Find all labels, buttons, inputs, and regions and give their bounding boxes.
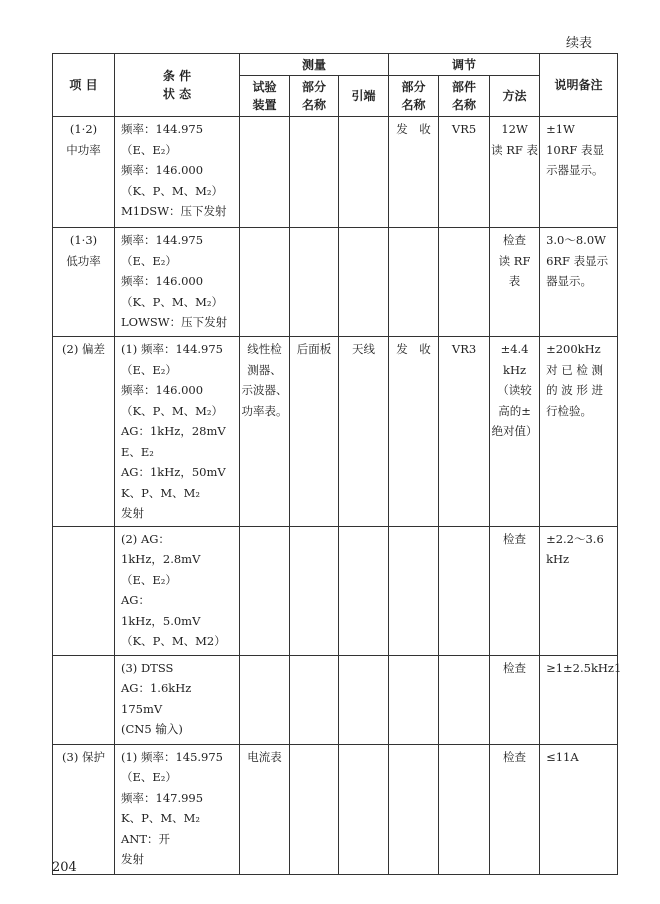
cell-conditions: 频率：144.975 （E、E₂） 频率：146.000 （K、P、M、M₂） LOWSW：压下发射 <box>115 228 240 337</box>
header-part-name: 部分 名称 <box>290 76 339 117</box>
header-test-device: 试验 装置 <box>240 76 290 117</box>
header-notes: 说明备注 <box>540 54 618 117</box>
cell-notes: ±2.2～3.6 kHz <box>540 526 618 655</box>
cell-adj-component: VR3 <box>439 337 490 527</box>
cell-item <box>53 526 115 655</box>
cell-conditions: (2) AG： 1kHz，2.8mV （E、E₂） AG： 1kHz，5.0mV （K、P、M、M2） <box>115 526 240 655</box>
cell-test-device: 电流表 <box>240 744 290 874</box>
cell-part-name <box>290 744 339 874</box>
cell-item: (1·3) 低功率 <box>53 228 115 337</box>
cell-method: 12W 读 RF 表 <box>490 117 540 228</box>
table-row <box>53 337 618 527</box>
cell-test-device <box>240 526 290 655</box>
cell-adj-part <box>389 744 439 874</box>
cell-part-name <box>290 526 339 655</box>
cell-lead <box>339 526 389 655</box>
cell-lead <box>339 228 389 337</box>
cell-lead: 天线 <box>339 337 389 527</box>
cell-adj-component: VR5 <box>439 117 490 228</box>
cell-lead <box>339 744 389 874</box>
cell-adj-component <box>439 526 490 655</box>
cell-part-name: 后面板 <box>290 337 339 527</box>
cell-adj-part <box>389 655 439 744</box>
header-adjust: 调节 <box>389 54 540 76</box>
cell-adj-component <box>439 744 490 874</box>
cell-item: (1·2) 中功率 <box>53 117 115 228</box>
cell-notes: ±1W 10RF 表显 示器显示。 <box>540 117 618 228</box>
cell-adj-part: 发 收 <box>389 337 439 527</box>
page-number: 204 <box>52 860 77 875</box>
header-item: 项 目 <box>53 54 115 117</box>
cell-adj-part <box>389 228 439 337</box>
cell-part-name <box>290 655 339 744</box>
cell-part-name <box>290 228 339 337</box>
cell-item <box>53 655 115 744</box>
table-row <box>53 117 618 228</box>
cell-adj-component <box>439 655 490 744</box>
header-measure: 测量 <box>240 54 389 76</box>
cell-lead <box>339 655 389 744</box>
cell-method: ±4.4 kHz （读较 高的± 绝对值） <box>490 337 540 527</box>
cell-part-name <box>290 117 339 228</box>
cell-conditions: (3) DTSS AG：1.6kHz 175mV (CN5 输入) <box>115 655 240 744</box>
cell-item: (2) 偏差 <box>53 337 115 527</box>
cell-method: 检查 <box>490 655 540 744</box>
header-lead: 引端 <box>339 76 389 117</box>
cell-test-device <box>240 228 290 337</box>
cell-method: 检查 <box>490 526 540 655</box>
header-method: 方法 <box>490 76 540 117</box>
table-row <box>53 228 618 337</box>
cell-notes: 3.0～8.0W 6RF 表显示 器显示。 <box>540 228 618 337</box>
table-row <box>53 744 618 874</box>
cell-test-device <box>240 655 290 744</box>
spec-table <box>52 53 622 875</box>
cell-test-device: 线性检 测器、 示波器、 功率表。 <box>240 337 290 527</box>
cell-adj-component <box>439 228 490 337</box>
cell-adj-part: 发 收 <box>389 117 439 228</box>
cell-adj-part <box>389 526 439 655</box>
cell-conditions: (1) 频率：145.975 （E、E₂） 频率：147.995 K、P、M、M₂ ANT：开 发射 <box>115 744 240 874</box>
continued-label: 续表 <box>566 36 593 51</box>
cell-method: 检查 <box>490 744 540 874</box>
cell-conditions: (1) 频率：144.975 （E、E₂） 频率：146.000 （K、P、M、M₂） AG：1kHz，28mV E、E₂ AG：1kHz，50mV K、P、M、M₂ 发射 <box>115 337 240 527</box>
cell-notes: ≤11A <box>540 744 618 874</box>
cell-notes: ≥1±2.5kHz1 <box>540 655 618 744</box>
header-adj-component: 部件 名称 <box>439 76 490 117</box>
cell-notes: ±200kHz 对 已 检 测 的 波 形 进 行检验。 <box>540 337 618 527</box>
cell-lead <box>339 117 389 228</box>
cell-test-device <box>240 117 290 228</box>
cell-conditions: 频率：144.975 （E、E₂） 频率：146.000 （K、P、M、M₂） M1DSW：压下发射 <box>115 117 240 228</box>
header-row-top <box>53 54 618 76</box>
table-row <box>53 526 618 655</box>
cell-item: (3) 保护 <box>53 744 115 874</box>
header-adj-part: 部分 名称 <box>389 76 439 117</box>
header-condition: 条 件 状 态 <box>115 54 240 117</box>
cell-method: 检查 读 RF 表 <box>490 228 540 337</box>
table-row <box>53 655 618 744</box>
